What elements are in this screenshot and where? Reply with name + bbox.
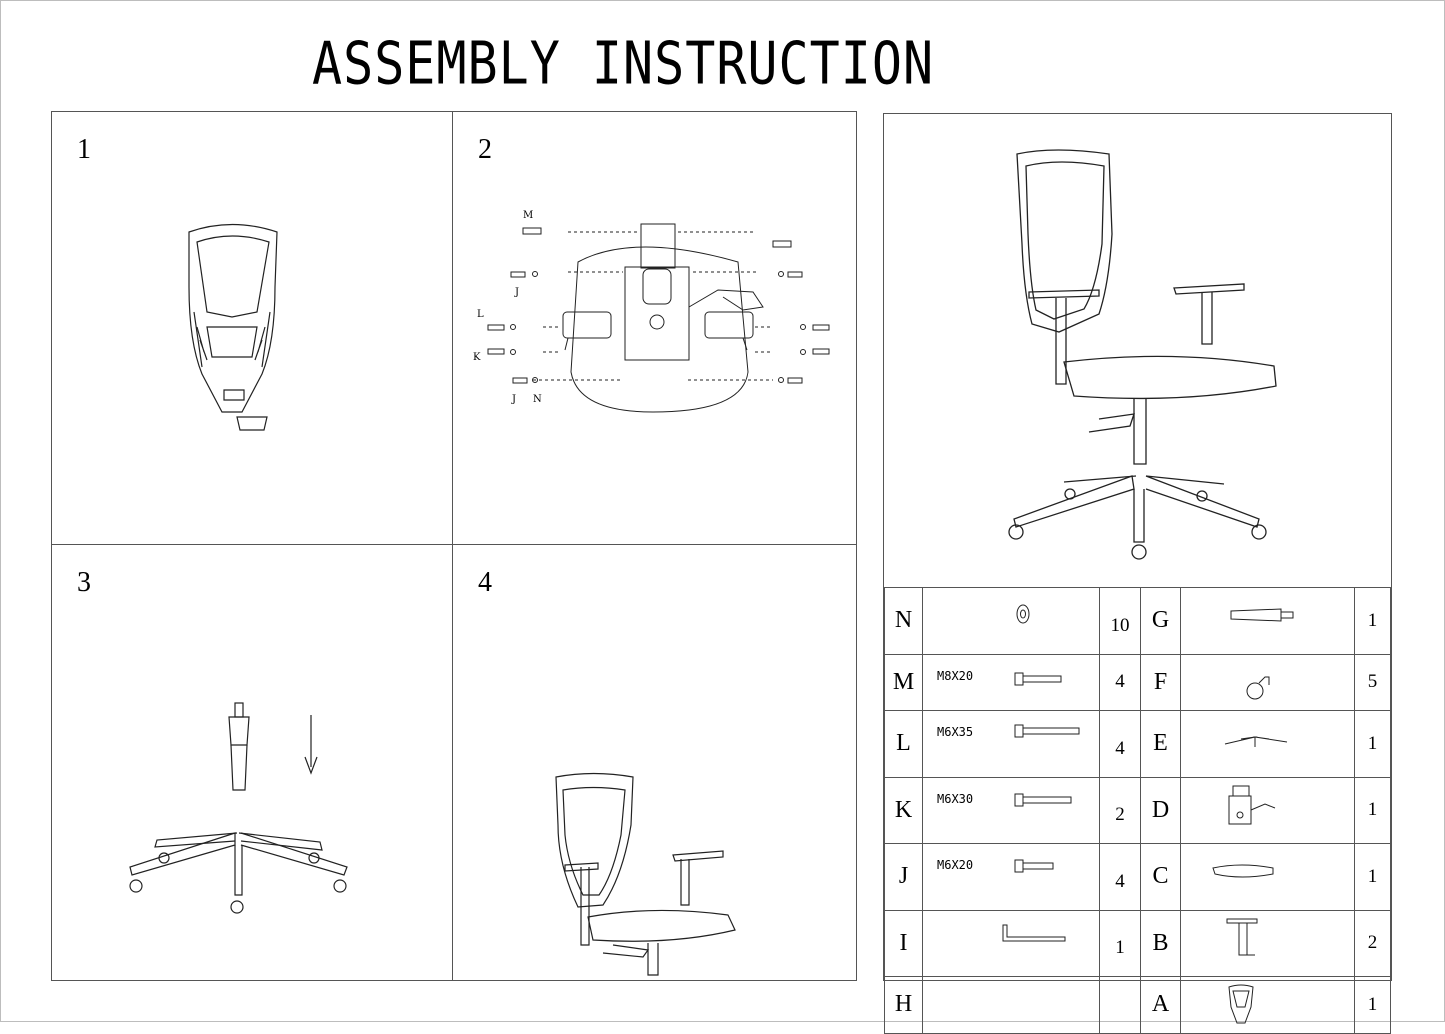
parts-row [885, 910, 1391, 977]
step-4-number: 4 [478, 567, 492, 598]
part-quantity: 4 [1100, 654, 1141, 711]
step-1-panel [52, 112, 453, 545]
part-quantity: 10 [1100, 588, 1141, 655]
step-3-number: 3 [77, 567, 91, 598]
part-letter: I [885, 910, 923, 977]
backrest-illustration [52, 112, 453, 545]
part-quantity: 1 [1100, 910, 1141, 977]
parts-row [885, 588, 1391, 655]
part-spec: M6X30 [937, 791, 974, 806]
steps-grid [51, 111, 857, 981]
part-quantity: 4 [1100, 844, 1141, 911]
gas-lift-base-illustration [52, 545, 453, 980]
part-quantity: 1 [1355, 777, 1391, 844]
part-quantity: 5 [1355, 654, 1391, 711]
parts-list-table [884, 587, 1391, 1034]
part-quantity: 4 [1100, 711, 1141, 778]
part-quantity [1100, 977, 1141, 1034]
part-quantity: 1 [1355, 588, 1391, 655]
parts-row [885, 711, 1391, 778]
bolt-icon [923, 777, 1100, 844]
label-n: N [533, 394, 542, 405]
star-base-icon [1181, 711, 1355, 778]
label-j-bottom: J [512, 394, 517, 405]
part-quantity: 2 [1100, 777, 1141, 844]
armrest-icon [1181, 910, 1355, 977]
page-title: ASSEMBLY INSTRUCTION [312, 29, 935, 98]
empty-part-cell [923, 977, 1100, 1034]
parts-panel [883, 113, 1392, 1018]
step-1-number: 1 [77, 134, 91, 165]
part-spec: M6X20 [937, 858, 974, 872]
step-2-number: 2 [478, 134, 492, 165]
label-j-top: J [515, 287, 520, 298]
parts-row [885, 977, 1391, 1034]
allen-key-icon [923, 910, 1100, 977]
part-letter: D [1141, 777, 1181, 844]
label-m: M [523, 210, 534, 221]
parts-row [885, 844, 1391, 911]
parts-row [885, 777, 1391, 844]
part-quantity: 1 [1355, 711, 1391, 778]
part-letter: B [1141, 910, 1181, 977]
part-letter: H [885, 977, 923, 1034]
part-letter: F [1141, 654, 1181, 711]
part-letter: C [1141, 844, 1181, 911]
backrest-icon [1181, 977, 1355, 1034]
assembled-chair-illustration [453, 545, 856, 980]
mechanism-icon [1181, 777, 1355, 844]
part-quantity: 2 [1355, 910, 1391, 977]
part-letter: G [1141, 588, 1181, 655]
part-spec: M8X20 [937, 668, 974, 683]
part-letter: J [885, 844, 923, 911]
washer-icon [923, 588, 1100, 655]
seat-icon [1181, 844, 1355, 911]
part-spec: M6X35 [937, 725, 974, 739]
step-4-panel [453, 545, 856, 980]
part-letter: L [885, 711, 923, 778]
part-letter: M [885, 654, 923, 711]
seat-mechanism-exploded-view [453, 112, 856, 545]
part-letter: K [885, 777, 923, 844]
parts-row [885, 654, 1391, 711]
part-letter: A [1141, 977, 1181, 1034]
gas-lift-icon [1181, 588, 1355, 655]
step-3-panel [52, 545, 453, 980]
label-k: K [473, 352, 481, 363]
step-2-panel [453, 112, 856, 545]
bolt-icon [923, 711, 1100, 778]
part-letter: N [885, 588, 923, 655]
part-letter: E [1141, 711, 1181, 778]
part-quantity: 1 [1355, 844, 1391, 911]
final-chair-illustration [884, 114, 1391, 587]
bolt-icon [923, 654, 1100, 711]
part-quantity: 1 [1355, 977, 1391, 1034]
label-l: L [477, 309, 484, 320]
bolt-icon [923, 844, 1100, 911]
caster-icon [1181, 654, 1355, 711]
